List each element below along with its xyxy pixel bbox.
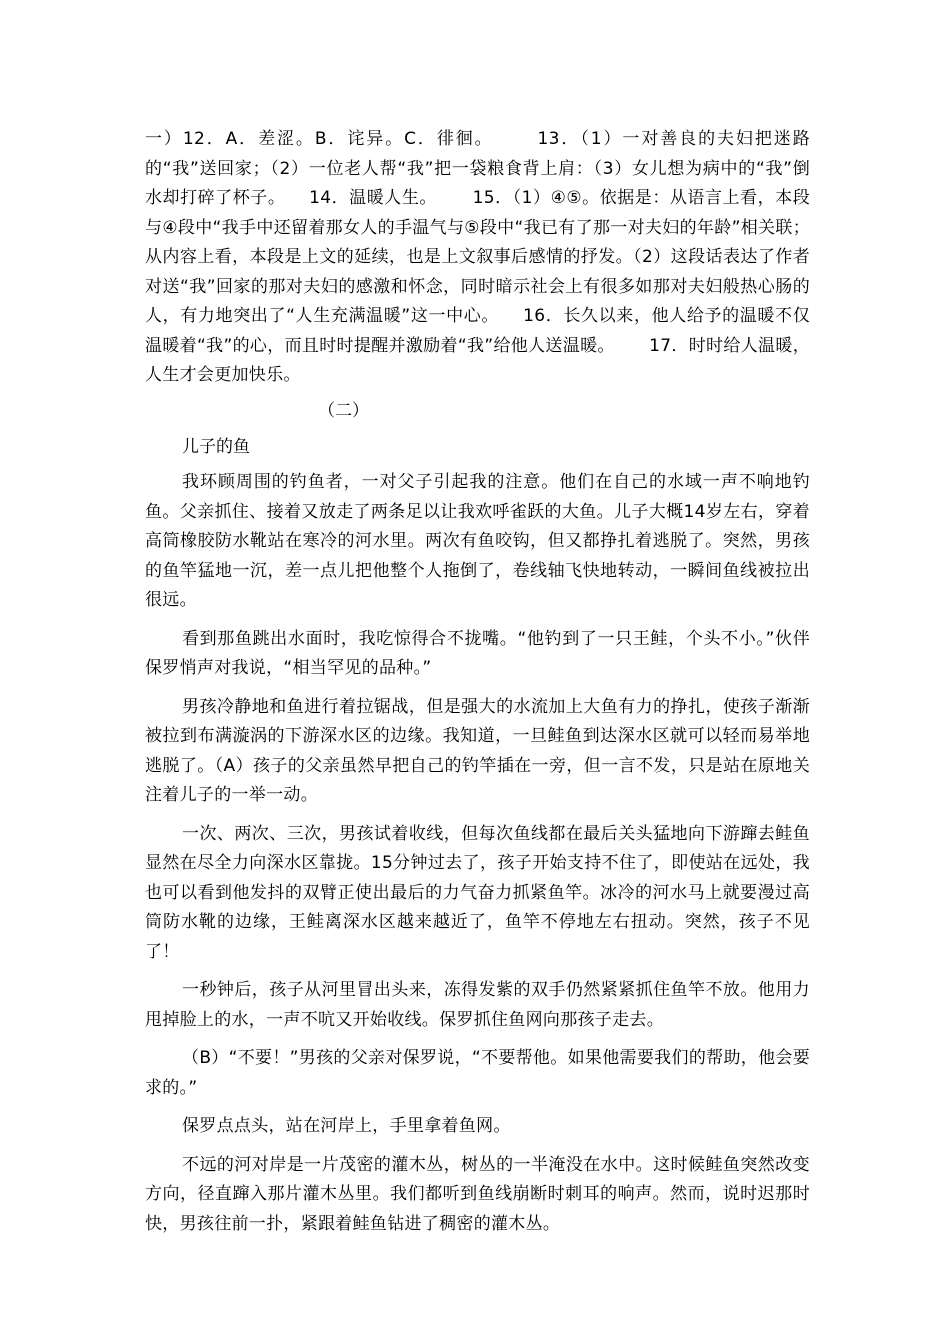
story-body bbox=[145, 468, 810, 1248]
answer-key-text: 一）12．A．差涩。B．诧异。C．徘徊。 13．（1）一对善良的夫妇把迷路的“我”送回家；（2）一位老人帮“我”把一袋粮食背上肩：（3）女儿想为病中的“我”倒水却打碎了杯子。 14．温暖人生。 15．（1）④⑤。依据是：从语言上看，本段与④段中“我手中还留着那女人的手温气与⑤段中“我已有了那一对夫妇的年龄”相关联；从内容上看，本段是上文的延续，也是上文叙事后感情的抒发。（2）这段话表达了作者对送“我”回家的那对夫妇的感激和怀念，同时暗示社会上有很多如那对夫妇般热心肠的人，有力地突出了“人生充满温暖”这一中心。 16．长久以来，他人给予的温暖不仅温暖着“我”的心，而且时时提醒并激励着“我”给他人送温暖。 17．时时给人温暖，人生才会更加快乐。 bbox=[145, 129, 810, 385]
story-paragraph: 保罗点点头，站在河岸上，手里拿着鱼网。 bbox=[182, 1116, 511, 1136]
story-paragraph: 我环顾周围的钓鱼者，一对父子引起我的注意。他们在自己的水域一声不响地钓鱼。父亲抓住、接着又放走了两条足以让我欢呼雀跃的大鱼。儿子大概14岁左右，穿着高筒橡胶防水靴站在寒冷的河水里。两次有鱼咬钩，但又都挣扎着逃脱了。突然，男孩的鱼竿猛地一沉，差一点儿把他整个人拖倒了，卷线轴飞快地转动，一瞬间鱼线被拉出很远。 bbox=[145, 472, 810, 610]
story-paragraph: 看到那鱼跳出水面时，我吃惊得合不拢嘴。“他钓到了一只王鲑，个头不小。”伙伴保罗悄声对我说，“相当罕见的品种。” bbox=[145, 628, 810, 678]
section-heading: （二） bbox=[318, 401, 369, 421]
story-title: 儿子的鱼 bbox=[182, 437, 250, 457]
story-paragraph: 不远的河对岸是一片茂密的灌木丛，树丛的一半淹没在水中。这时候鲑鱼突然改变方向，径直蹿入那片灌木丛里。我们都听到鱼线崩断时刺耳的响声。然而，说时迟那时快，男孩往前一扑，紧跟着鲑鱼钻进了稠密的灌木丛。 bbox=[145, 1154, 810, 1234]
story-paragraph: 男孩冷静地和鱼进行着拉锯战，但是强大的水流加上大鱼有力的挣扎，使孩子渐渐被拉到布满漩涡的下游深水区的边缘。我知道，一旦鲑鱼到达深水区就可以轻而易举地逃脱了。（A）孩子的父亲虽然早把自己的钓竿插在一旁，但一言不发，只是站在原地关注着儿子的一举一动。 bbox=[145, 696, 810, 805]
story-paragraph: 一次、两次、三次，男孩试着收线，但每次鱼线都在最后关头猛地向下游蹿去鲑鱼显然在尽全力向深水区靠拢。15分钟过去了，孩子开始支持不住了，即使站在远处，我也可以看到他发抖的双臂正使出最后的力气奋力抓紧鱼竿。冰冷的河水马上就要漫过高筒防水靴的边缘，王鲑离深水区越来越近了，鱼竿不停地左右扭动。突然，孩子不见了！ bbox=[145, 823, 810, 962]
story-paragraph: （B）“不要！”男孩的父亲对保罗说，“不要帮他。如果他需要我们的帮助，他会要求的。” bbox=[145, 1048, 810, 1098]
story-paragraph: 一秒钟后，孩子从河里冒出头来，冻得发紫的双手仍然紧紧抓住鱼竿不放。他用力甩掉脸上的水，一声不吭又开始收线。保罗抓住鱼网向那孩子走去。 bbox=[145, 980, 810, 1030]
